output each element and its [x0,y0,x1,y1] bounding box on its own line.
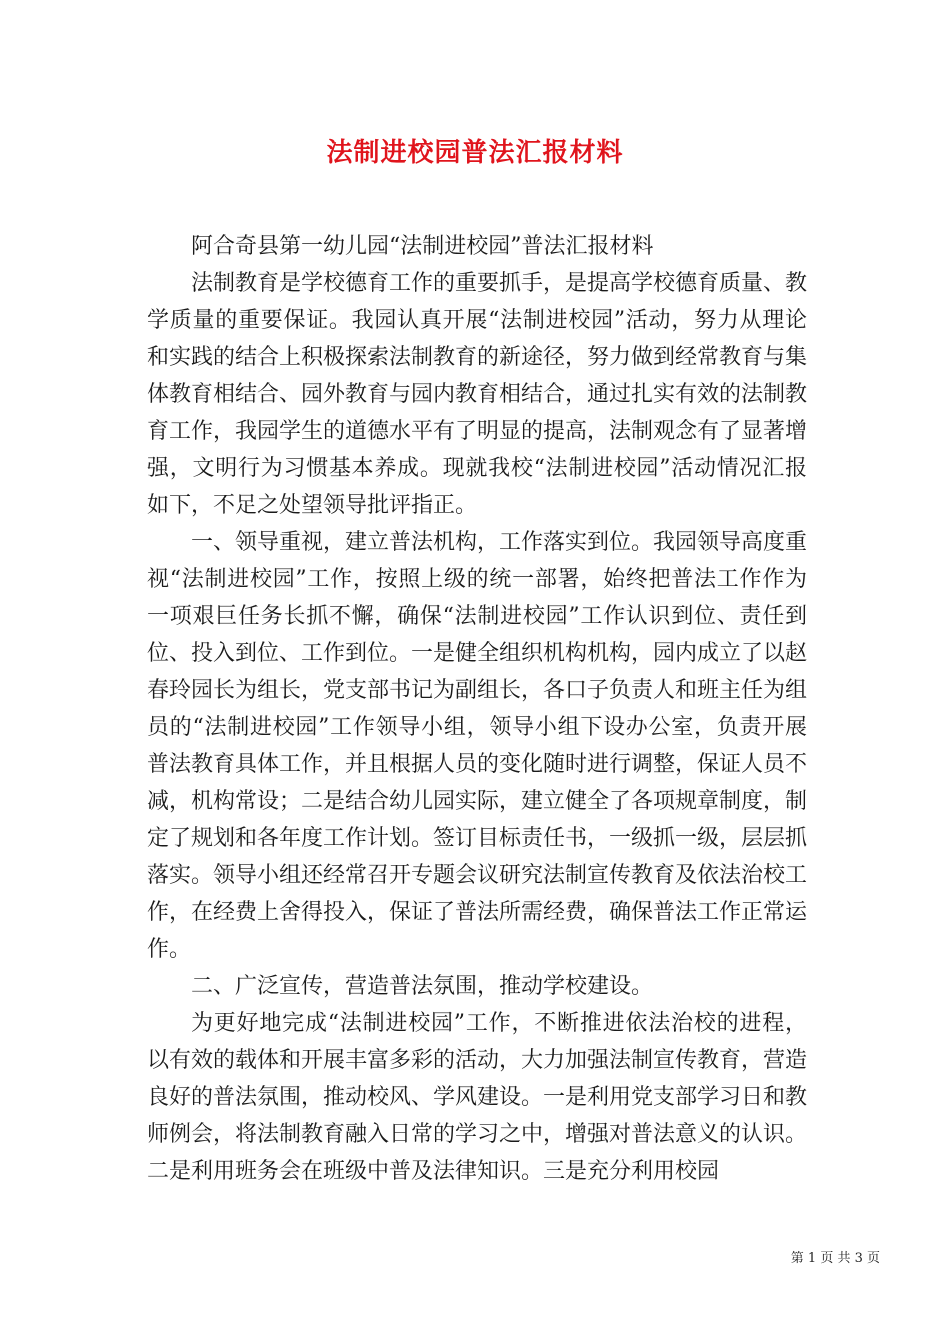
section-two-heading: 二、广泛宣传，营造普法氛围，推动学校建设。 [191,974,654,999]
subtitle-paragraph: 阿合奇县第一幼儿园“法制进校园”普法汇报材料 [191,234,654,259]
section-two-paragraph: 为更好地完成“法制进校园”工作，不断推进依法治校的进程，以有效的载体和开展丰富多彩的活动，大力加强法制宣传教育，营造良好的普法氛围，推动校风、学风建设。一是利用党支部学习日和教师例会，将法制教育融入日常的学习之中，增强对普法意义的认识。二是利用班务会在班级中普及法律知识。三是充分利用校园 [147,1011,808,1184]
page-number-footer: 第 1 页 共 3 页 [790,1251,880,1266]
document-body [147,228,807,1190]
document-title: 法制进校园普法汇报材料 [326,138,624,168]
section-one-paragraph: 一、领导重视，建立普法机构，工作落实到位。我园领导高度重视“法制进校园”工作，按照上级的统一部署，始终把普法工作作为一项艰巨任务长抓不懈，确保“法制进校园”工作认识到位、责任到位、投入到位、工作到位。一是健全组织机构机构，园内成立了以赵春玲园长为组长，党支部书记为副组长，各口子负责人和班主任为组员的“法制进校园”工作领导小组，领导小组下设办公室，负责开展普法教育具体工作，并且根据人员的变化随时进行调整，保证人员不减，机构常设；二是结合幼儿园实际，建立健全了各项规章制度，制定了规划和各年度工作计划。签订目标责任书，一级抓一级，层层抓落实。领导小组还经常召开专题会议研究法制宣传教育及依法治校工作，在经费上舍得投入，保证了普法所需经费，确保普法工作正常运作。 [147,530,808,962]
intro-paragraph: 法制教育是学校德育工作的重要抓手，是提高学校德育质量、教学质量的重要保证。我园认真开展“法制进校园”活动，努力从理论和实践的结合上积极探索法制教育的新途径，努力做到经常教育与集体教育相结合、园外教育与园内教育相结合，通过扎实有效的法制教育工作，我园学生的道德水平有了明显的提高，法制观念有了显著增强，文明行为习惯基本养成。现就我校“法制进校园”活动情况汇报如下，不足之处望领导批评指正。 [147,271,808,518]
